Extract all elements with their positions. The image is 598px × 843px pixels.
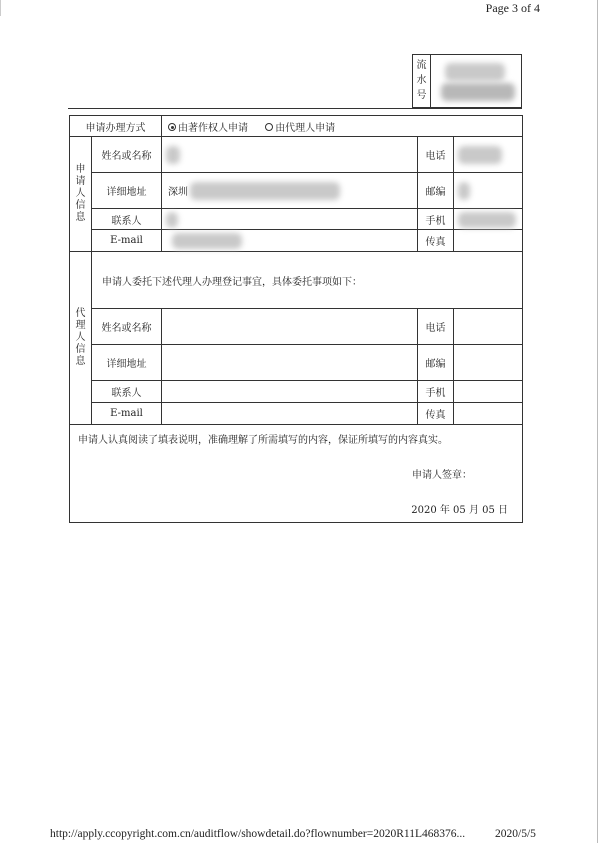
agent-postcode-value	[454, 345, 523, 381]
applicant-address-label: 详细地址	[92, 173, 162, 209]
method-label: 申请办理方式	[70, 116, 162, 137]
footer-date: 2020/5/5	[495, 828, 536, 840]
applicant-address-value	[162, 173, 418, 209]
declaration-text: 申请人认真阅读了填表说明，准确理解了所需填写的内容，保证所填写的内容真实。	[78, 435, 448, 446]
agent-name-value	[162, 309, 418, 345]
radio-circle-icon	[265, 123, 273, 131]
agent-phone-label: 电话	[418, 309, 454, 345]
serial-number-box	[412, 54, 522, 108]
applicant-fax-label: 传真	[418, 230, 454, 252]
agent-phone-value	[454, 309, 523, 345]
serial-number-value-redacted	[437, 59, 517, 103]
agent-mobile-value	[454, 381, 523, 403]
applicant-phone-value-redacted	[454, 137, 523, 173]
radio-owner-option[interactable]	[168, 119, 248, 134]
agent-name-label: 姓名或名称	[92, 309, 162, 345]
agent-mobile-label: 手机	[418, 381, 454, 403]
page-edge	[0, 0, 1, 16]
applicant-name-value-redacted	[162, 137, 418, 173]
agent-section-label: 代 理 人 信 息	[70, 252, 92, 425]
applicant-address-partial: 深圳	[168, 187, 188, 198]
radio-agent-label: 由代理人申请	[275, 122, 336, 134]
agent-contact-label: 联系人	[92, 381, 162, 403]
signature-date: 2020 年 05 月 05 日	[411, 505, 509, 516]
applicant-email-value-redacted	[162, 230, 418, 252]
declaration-block	[70, 425, 523, 523]
applicant-phone-label: 电话	[418, 137, 454, 173]
applicant-postcode-label: 邮编	[418, 173, 454, 209]
radio-owner-label: 由著作权人申请	[178, 122, 248, 134]
applicant-mobile-value-redacted	[454, 209, 523, 230]
radio-circle-icon	[168, 123, 176, 131]
agent-email-label: E-mail	[92, 403, 162, 425]
applicant-email-label: E-mail	[92, 230, 162, 252]
serial-number-label: 流 水 号	[413, 55, 431, 107]
agent-address-label: 详细地址	[92, 345, 162, 381]
signature-label: 申请人签章：	[412, 470, 473, 481]
applicant-contact-value-redacted	[162, 209, 418, 230]
applicant-name-label: 姓名或名称	[92, 137, 162, 173]
header-divider	[68, 108, 522, 109]
method-options	[162, 116, 523, 137]
radio-agent-option[interactable]	[265, 119, 335, 134]
footer-url: http://apply.ccopyright.com.cn/auditflow/showdetail.do?flownumber=2020R11L468376...	[50, 828, 466, 840]
applicant-section-label: 申 请 人 信 息	[70, 137, 92, 252]
agent-fax-value	[454, 403, 523, 425]
agent-notice: 申请人委托下述代理人办理登记事宜，具体委托事项如下：	[92, 252, 523, 309]
agent-address-value	[162, 345, 418, 381]
applicant-fax-value	[454, 230, 523, 252]
applicant-contact-label: 联系人	[92, 209, 162, 230]
agent-contact-value	[162, 381, 418, 403]
agent-email-value	[162, 403, 418, 425]
agent-fax-label: 传真	[418, 403, 454, 425]
application-form-table	[69, 115, 523, 523]
applicant-postcode-value-redacted	[454, 173, 523, 209]
agent-postcode-label: 邮编	[418, 345, 454, 381]
page-number: Page 3 of 4	[485, 1, 540, 15]
applicant-mobile-label: 手机	[418, 209, 454, 230]
